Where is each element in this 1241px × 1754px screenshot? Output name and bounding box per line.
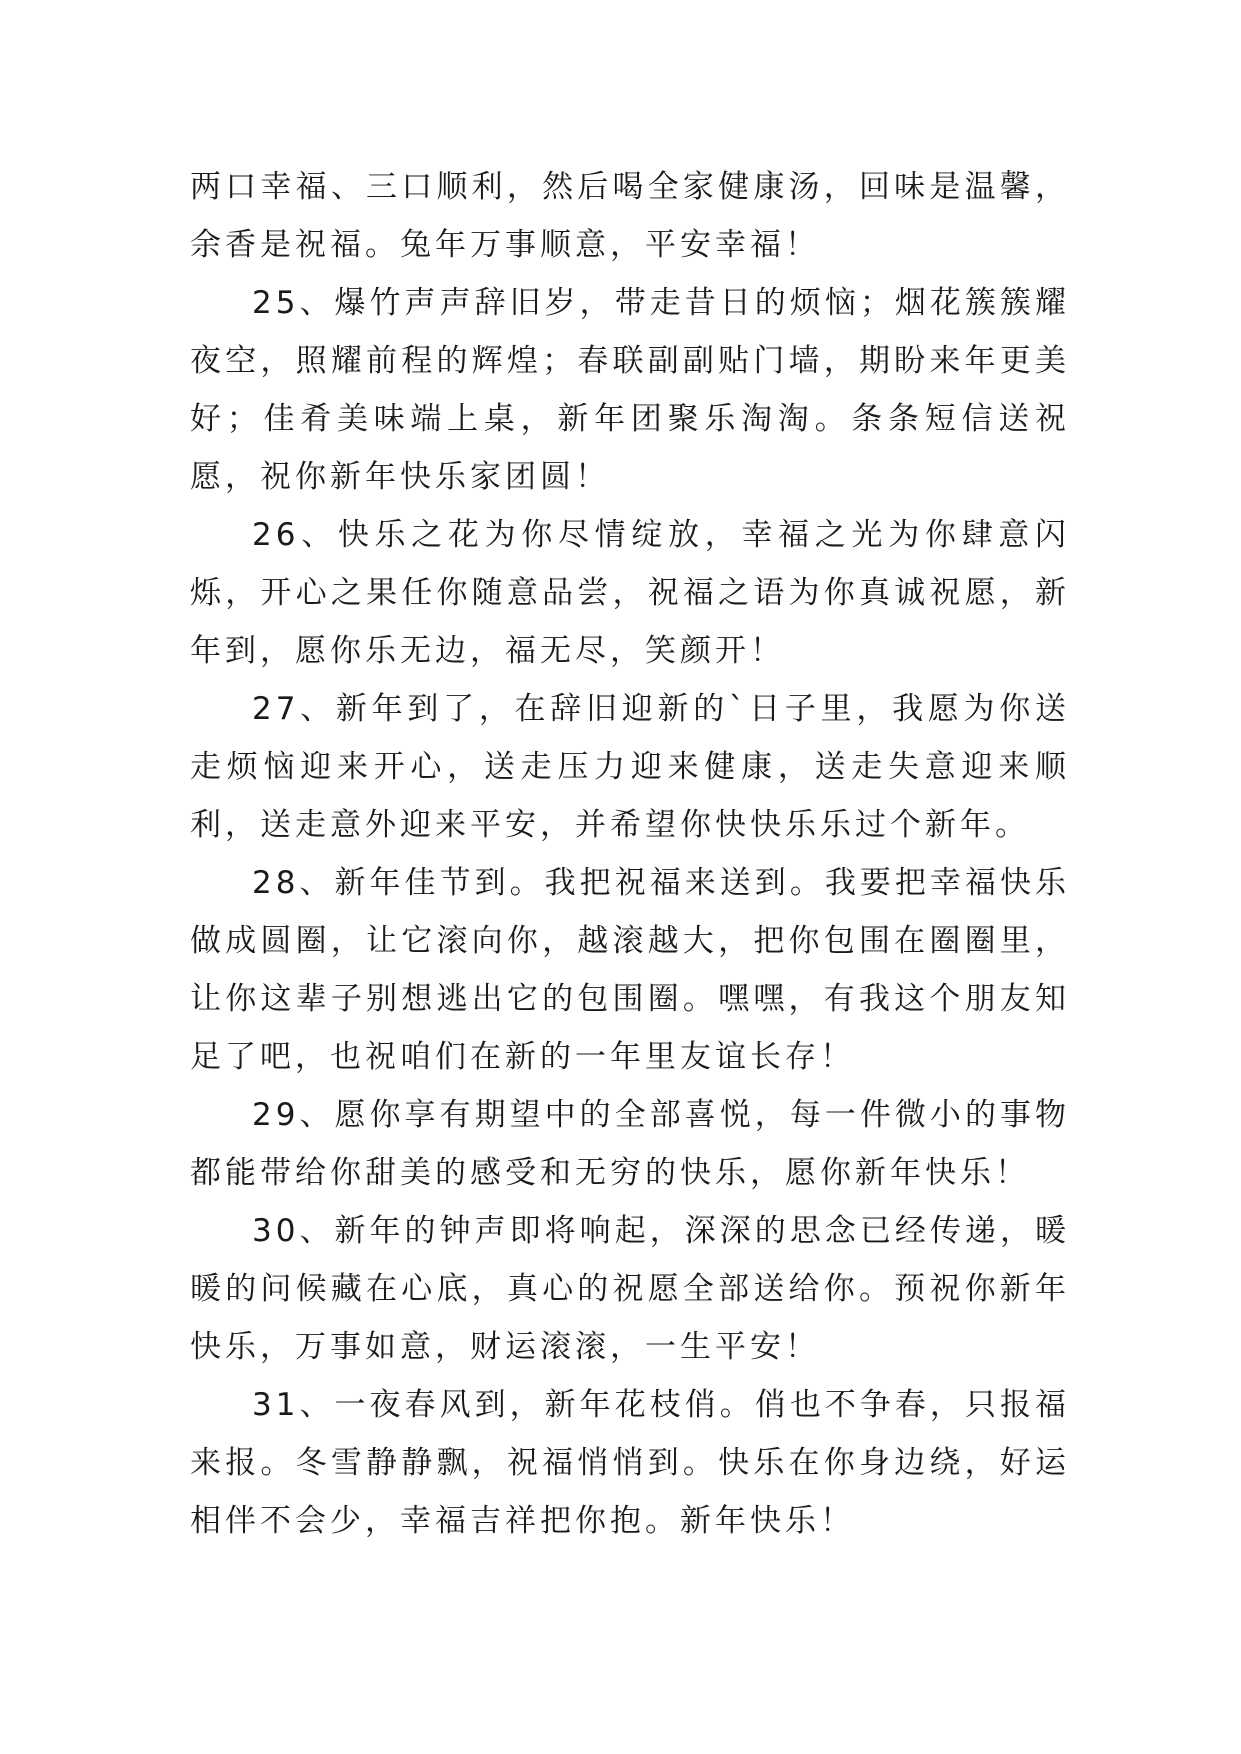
paragraph-26: 26、快乐之花为你尽情绽放，幸福之光为你肆意闪烁，开心之果任你随意品尝，祝福之语为你真诚祝愿，新年到，愿你乐无边，福无尽，笑颜开！	[190, 517, 1070, 669]
paragraph-continuation: 两口幸福、三口顺利，然后喝全家健康汤，回味是温馨，余香是祝福。兔年万事顺意，平安幸福！	[190, 169, 1070, 263]
document-body	[190, 158, 1070, 1550]
paragraph-29: 29、愿你享有期望中的全部喜悦，每一件微小的事物都能带给你甜美的感受和无穷的快乐，愿你新年快乐！	[190, 1097, 1070, 1191]
paragraph-27: 27、新年到了，在辞旧迎新的`日子里，我愿为你送走烦恼迎来开心，送走压力迎来健康，送走失意迎来顺利，送走意外迎来平安，并希望你快快乐乐过个新年。	[190, 691, 1070, 843]
paragraph-31: 31、一夜春风到，新年花枝俏。俏也不争春，只报福来报。冬雪静静飘，祝福悄悄到。快乐在你身边绕，好运相伴不会少，幸福吉祥把你抱。新年快乐！	[190, 1387, 1070, 1539]
paragraph-25: 25、爆竹声声辞旧岁，带走昔日的烦恼；烟花簇簇耀夜空，照耀前程的辉煌；春联副副贴门墙，期盼来年更美好；佳肴美味端上桌，新年团聚乐淘淘。条条短信送祝愿，祝你新年快乐家团圆！	[190, 285, 1070, 495]
paragraph-30: 30、新年的钟声即将响起，深深的思念已经传递，暖暖的问候藏在心底，真心的祝愿全部送给你。预祝你新年快乐，万事如意，财运滚滚，一生平安！	[190, 1213, 1070, 1365]
paragraph-28: 28、新年佳节到。我把祝福来送到。我要把幸福快乐做成圆圈，让它滚向你，越滚越大，把你包围在圈圈里，让你这辈子别想逃出它的包围圈。嘿嘿，有我这个朋友知足了吧，也祝咱们在新的一年里友谊长存！	[190, 865, 1070, 1075]
